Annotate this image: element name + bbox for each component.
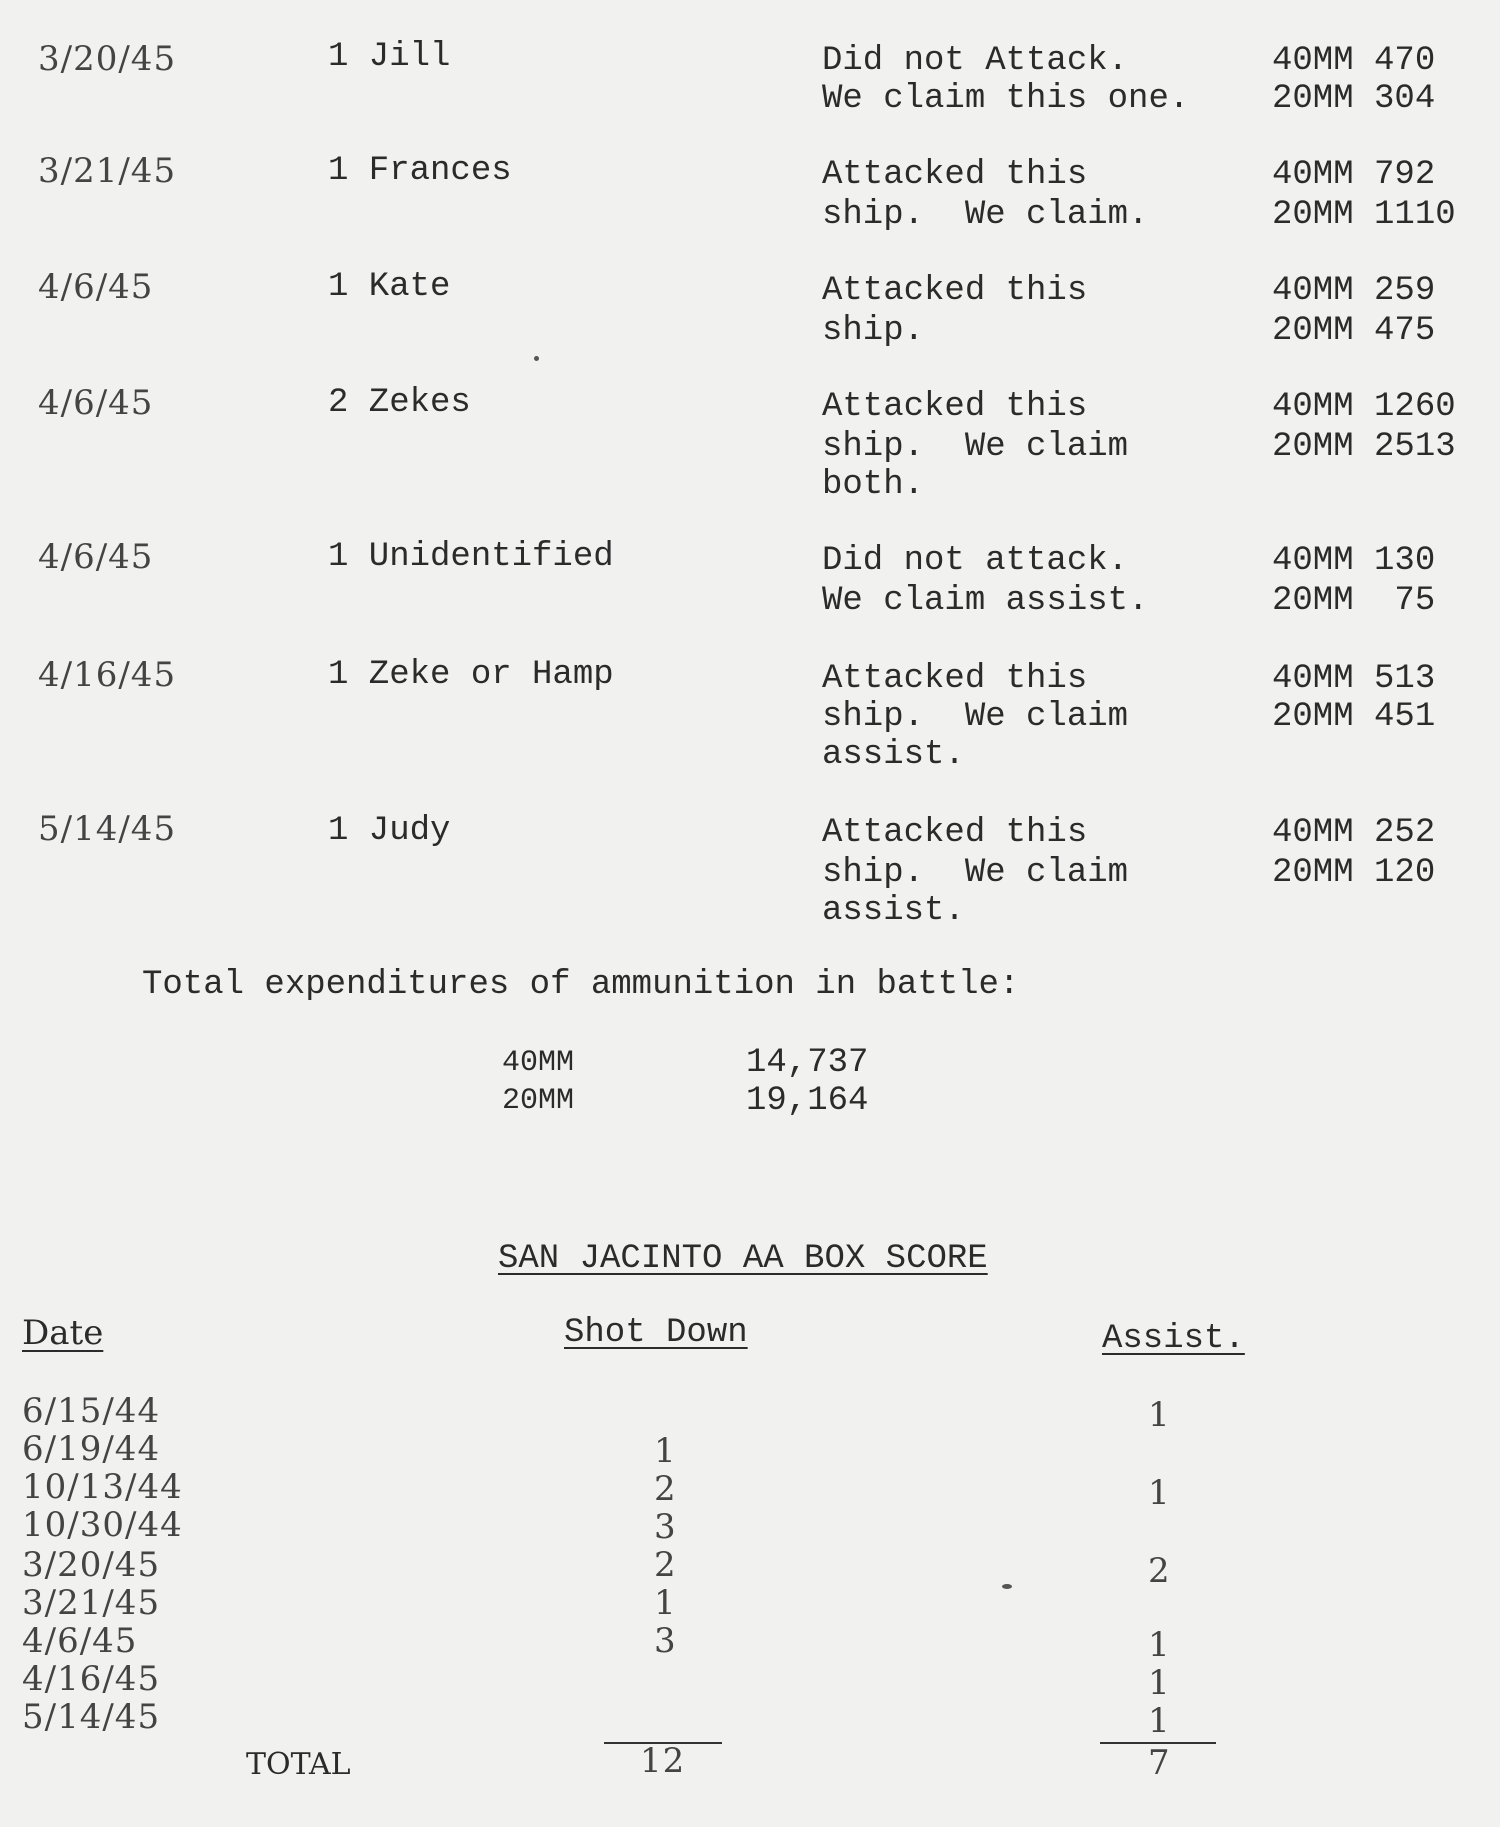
box-score-header-assist: Assist.: [1102, 1320, 1245, 1358]
engagement-date: 5/14/45: [38, 809, 177, 849]
engagement-aircraft: 1 Frances: [328, 152, 512, 190]
engagement-date: 4/6/45: [38, 383, 154, 423]
engagement-ammo-40mm: 40MM 513: [1272, 660, 1436, 698]
engagement-ammo-40mm: 40MM 470: [1272, 42, 1436, 80]
box-score-assist: 1: [1148, 1701, 1171, 1741]
engagement-remark-line: Attacked this: [822, 814, 1088, 852]
total-caliber: 20MM: [502, 1084, 575, 1118]
box-score-date: 10/30/44: [22, 1505, 183, 1545]
box-score-header-date: Date: [22, 1313, 104, 1353]
engagement-remark-line: Did not attack.: [822, 542, 1129, 580]
engagement-remark-line: Attacked this: [822, 272, 1088, 310]
box-score-assist: 1: [1148, 1663, 1171, 1703]
engagement-remark-line: ship. We claim: [822, 854, 1129, 892]
engagement-ammo-20mm: 20MM 304: [1272, 80, 1436, 118]
box-score-shot-down: 1: [654, 1583, 677, 1623]
box-score-title: SAN JACINTO AA BOX SCORE: [498, 1240, 988, 1278]
box-score-assist: 2: [1148, 1551, 1171, 1591]
box-score-shot-down: 2: [654, 1469, 677, 1509]
paper-speck: [1002, 1584, 1012, 1589]
box-score-date: 4/16/45: [22, 1659, 161, 1699]
box-score-date: 3/21/45: [22, 1583, 161, 1623]
engagement-ammo-40mm: 40MM 1260: [1272, 388, 1456, 426]
box-score-assist: 1: [1148, 1625, 1171, 1665]
box-score-shot-down: 3: [654, 1507, 677, 1547]
engagement-remark-line: Attacked this: [822, 388, 1088, 426]
total-amount: 14,737: [746, 1044, 869, 1082]
engagement-ammo-40mm: 40MM 130: [1272, 542, 1436, 580]
engagement-ammo-40mm: 40MM 252: [1272, 814, 1436, 852]
engagement-aircraft: 2 Zekes: [328, 384, 471, 422]
engagement-ammo-20mm: 20MM 120: [1272, 854, 1436, 892]
engagement-remark-line: assist.: [822, 892, 965, 930]
engagement-remark-line: both.: [822, 466, 925, 504]
box-score-total-assist: 7: [1148, 1743, 1171, 1783]
engagement-ammo-40mm: 40MM 792: [1272, 156, 1436, 194]
total-caliber: 40MM: [502, 1046, 575, 1080]
engagement-date: 4/16/45: [38, 655, 177, 695]
paper-speck: [534, 356, 539, 361]
box-score-shot-down: 3: [654, 1621, 677, 1661]
box-score-header-shot-down: Shot Down: [564, 1314, 748, 1352]
engagement-remark-line: ship. We claim: [822, 698, 1129, 736]
engagement-remark-line: We claim this one.: [822, 80, 1190, 118]
engagement-ammo-20mm: 20MM 475: [1272, 312, 1436, 350]
engagement-date: 4/6/45: [38, 267, 154, 307]
engagement-ammo-20mm: 20MM 75: [1272, 582, 1436, 620]
engagement-date: 4/6/45: [38, 537, 154, 577]
box-score-date: 5/14/45: [22, 1697, 161, 1737]
engagement-date: 3/21/45: [38, 151, 177, 191]
engagement-ammo-20mm: 20MM 1110: [1272, 196, 1456, 234]
box-score-date: 6/19/44: [22, 1429, 161, 1469]
engagement-remark-line: ship. We claim: [822, 428, 1129, 466]
engagement-remark-line: ship.: [822, 312, 925, 350]
total-amount: 19,164: [746, 1082, 869, 1120]
box-score-date: 3/20/45: [22, 1545, 161, 1585]
engagement-aircraft: 1 Kate: [328, 268, 451, 306]
engagement-ammo-20mm: 20MM 2513: [1272, 428, 1456, 466]
box-score-date: 4/6/45: [22, 1621, 138, 1661]
box-score-shot-down: 1: [654, 1431, 677, 1471]
box-score-assist: 1: [1148, 1473, 1171, 1513]
box-score-shot-down: 2: [654, 1545, 677, 1585]
engagement-remark-line: Did not Attack.: [822, 42, 1129, 80]
engagement-remark-line: ship. We claim.: [822, 196, 1149, 234]
box-score-assist: 1: [1148, 1395, 1171, 1435]
engagement-remark-line: Attacked this: [822, 660, 1088, 698]
engagement-ammo-20mm: 20MM 451: [1272, 698, 1436, 736]
box-score-total-label: TOTAL: [246, 1747, 351, 1782]
engagement-aircraft: 1 Jill: [328, 38, 451, 76]
engagement-date: 3/20/45: [38, 39, 177, 79]
engagement-remark-line: assist.: [822, 736, 965, 774]
engagement-aircraft: 1 Unidentified: [328, 538, 614, 576]
box-score-date: 10/13/44: [22, 1467, 183, 1507]
engagement-aircraft: 1 Judy: [328, 812, 451, 850]
engagement-remark-line: Attacked this: [822, 156, 1088, 194]
engagement-ammo-40mm: 40MM 259: [1272, 272, 1436, 310]
total-expenditures-heading: Total expenditures of ammunition in battle:: [142, 966, 1020, 1004]
engagement-remark-line: We claim assist.: [822, 582, 1149, 620]
box-score-date: 6/15/44: [22, 1391, 161, 1431]
box-score-total-shot-down: 12: [640, 1741, 686, 1781]
engagement-aircraft: 1 Zeke or Hamp: [328, 656, 614, 694]
